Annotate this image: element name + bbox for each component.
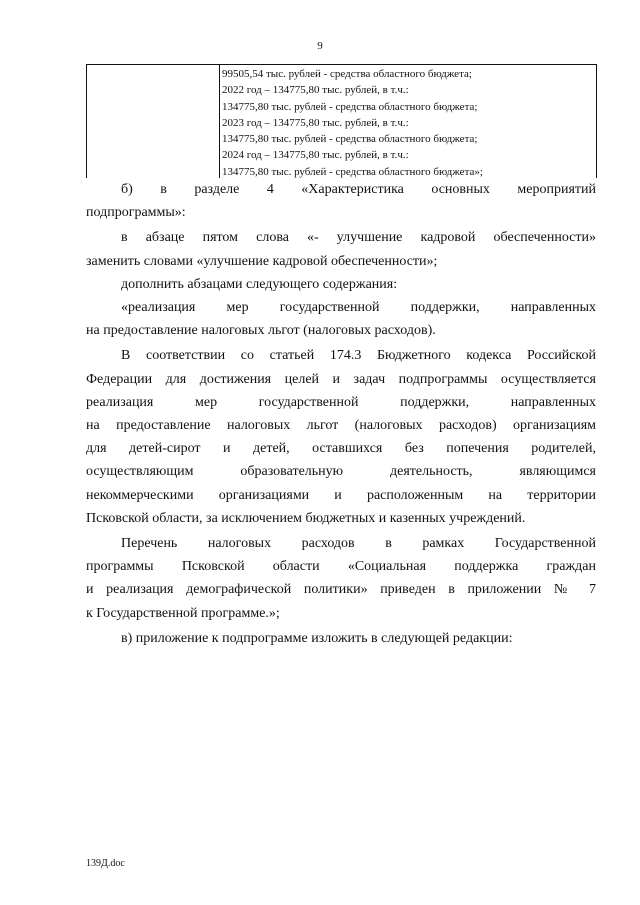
paragraph-tax-expenses-list bbox=[86, 532, 596, 555]
paragraph-section-4 bbox=[86, 178, 596, 201]
paragraph-state-support-cont bbox=[86, 319, 596, 342]
page-number: 9 bbox=[317, 40, 323, 52]
text-line: на предоставление налоговых льгот (налоговых расходов) организациям bbox=[86, 418, 596, 434]
text-line: Федерации для достижения целей и задач подпрограммы осуществляется bbox=[86, 371, 596, 387]
text-line: для детей-сирот и детей, оставшихся без попечения родителей, bbox=[86, 441, 596, 457]
paragraph-replace-words-cont bbox=[86, 250, 596, 273]
text-line: в) приложение к подпрограмме изложить в следующей редакции: bbox=[121, 630, 513, 646]
text-line: Псковской области, за исключением бюджетных и казенных учреждений. bbox=[86, 510, 526, 526]
table-left-column bbox=[87, 65, 220, 178]
text-line: Перечень налоговых расходов в рамках Государственной bbox=[121, 536, 596, 552]
text-line: реализация мер государственной поддержки, направленных bbox=[86, 394, 596, 410]
paragraph-state-support bbox=[86, 296, 596, 319]
funding-table bbox=[86, 64, 597, 178]
table-line: 134775,80 тыс. рублей - средства областного бюджета»; bbox=[222, 165, 483, 178]
table-line: 134775,80 тыс. рублей - средства областного бюджета; bbox=[222, 133, 478, 146]
text-line: заменить словами «улучшение кадровой обеспеченности»; bbox=[86, 253, 438, 269]
text-line: дополнить абзацами следующего содержания: bbox=[121, 276, 398, 292]
text-line: к Государственной программе.»; bbox=[86, 605, 280, 621]
paragraph-add-paragraphs bbox=[86, 273, 596, 296]
text-line: на предоставление налоговых льгот (налоговых расходов). bbox=[86, 323, 436, 339]
text-line: В соответствии со статьей 174.3 Бюджетного кодекса Российской bbox=[121, 348, 596, 364]
footer-filename: 139Д.doc bbox=[86, 858, 125, 869]
paragraph-budget-code-cont bbox=[86, 368, 596, 530]
text-line: подпрограммы»: bbox=[86, 205, 186, 221]
table-line: 134775,80 тыс. рублей - средства областного бюджета; bbox=[222, 100, 478, 113]
table-line: 99505,54 тыс. рублей - средства областного бюджета; bbox=[222, 68, 472, 80]
paragraph-appendix bbox=[86, 627, 596, 650]
text-line: «реализация мер государственной поддержки, направленных bbox=[121, 300, 596, 316]
text-line: в абзаце пятом слова «- улучшение кадровой обеспеченности» bbox=[121, 230, 596, 246]
paragraph-replace-words bbox=[86, 226, 596, 249]
paragraph-budget-code bbox=[86, 344, 596, 367]
paragraph-tax-expenses-list-cont bbox=[86, 555, 596, 625]
document-body bbox=[86, 178, 596, 650]
text-line: и реализация демографической политики» приведен в приложении № 7 bbox=[86, 582, 596, 598]
text-line: б) в разделе 4 «Характеристика основных мероприятий bbox=[121, 182, 596, 197]
text-line: программы Псковской области «Социальная поддержка граждан bbox=[86, 559, 596, 575]
table-line: 2024 год – 134775,80 тыс. рублей, в т.ч.: bbox=[222, 149, 409, 162]
table-right-column bbox=[220, 66, 594, 180]
table-line: 2022 год – 134775,80 тыс. рублей, в т.ч.: bbox=[222, 84, 409, 97]
paragraph-section-4-cont bbox=[86, 201, 596, 224]
table-line: 2023 год – 134775,80 тыс. рублей, в т.ч.: bbox=[222, 116, 409, 129]
text-line: некоммерческими организациями и расположенным на территории bbox=[86, 487, 596, 503]
text-line: осуществляющим образовательную деятельность, являющимся bbox=[86, 464, 596, 480]
